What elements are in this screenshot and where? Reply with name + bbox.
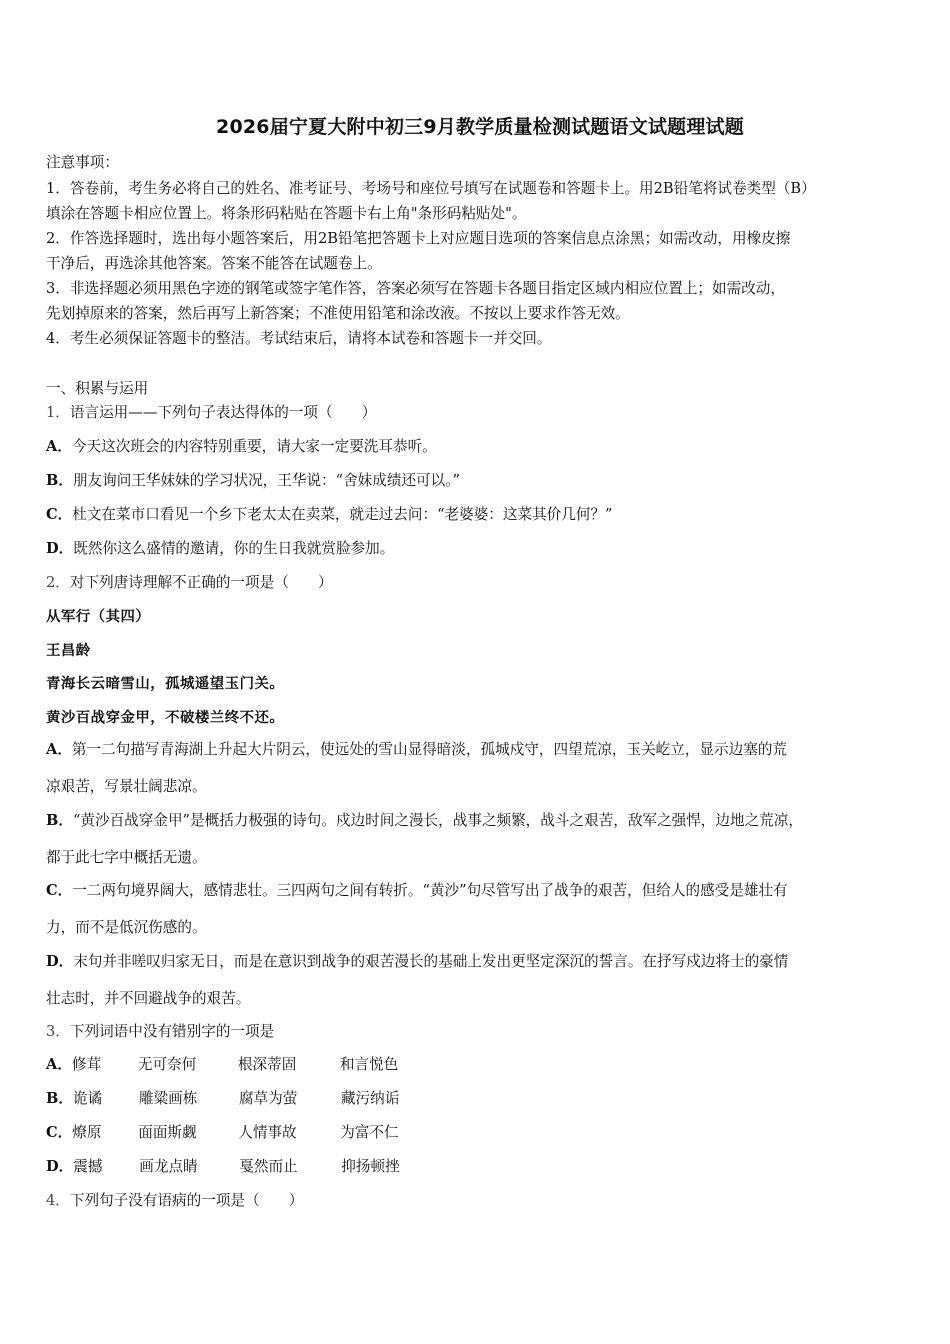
option-text: 既然你这么盛情的邀请，你的生日我就赏脸参加。 xyxy=(73,540,395,557)
question-3-option-b xyxy=(46,1087,399,1108)
option-label: C． xyxy=(46,882,73,899)
question-1-option-b xyxy=(46,469,460,490)
question-text: 对下列唐诗理解不正确的一项是（ ） xyxy=(69,574,333,591)
option-label: C． xyxy=(46,1124,73,1141)
option-label: D． xyxy=(46,540,74,557)
option-word: 为富不仁 xyxy=(340,1124,399,1141)
question-1-option-c xyxy=(46,503,613,524)
option-text: 第一二句描写青海湖上升起大片阴云，使远处的雪山显得暗淡，孤城戍守，四望荒凉，玉关屹立，显示边塞的荒 xyxy=(71,741,788,758)
option-word: 藏污纳诟 xyxy=(340,1090,400,1107)
notice-line: 干净后，再选涂其他答案。答案不能答在试题卷上。 xyxy=(46,255,382,272)
question-2-option-c xyxy=(46,879,788,900)
option-text: 今天这次班会的内容特别重要，请大家一定要洗耳恭听。 xyxy=(71,438,437,455)
question-number: 1． xyxy=(46,404,70,421)
option-text: 朋友询问王华妹妹的学习状况，王华说：“舍妹成绩还可以。” xyxy=(72,472,460,489)
option-label: B． xyxy=(46,472,73,489)
notice-line: 4．考生必须保证答题卡的整洁。考试结束后，请将本试卷和答题卡一并交回。 xyxy=(46,330,552,347)
option-label: D． xyxy=(46,953,74,970)
option-label: D． xyxy=(46,1158,74,1175)
question-number: 4． xyxy=(46,1192,70,1209)
option-continuation: 力，而不是低沉伤感的。 xyxy=(46,919,207,936)
question-1-stem xyxy=(46,401,376,422)
poem-title: 从军行（其四） xyxy=(46,608,151,625)
question-1-option-d xyxy=(46,537,394,558)
option-text: “黄沙百战穿金甲”是概括力极强的诗句。戍边时间之漫长，战事之频繁，战斗之艰苦，敌军之强悍，边地之荒凉， xyxy=(72,812,803,829)
option-word: 根深蒂固 xyxy=(237,1056,297,1073)
option-word: 面面斯觑 xyxy=(138,1124,197,1141)
option-word: 诡谲 xyxy=(72,1090,103,1107)
option-word: 无可奈何 xyxy=(137,1056,197,1073)
option-word: 戛然而止 xyxy=(239,1158,298,1175)
option-word: 和言悦色 xyxy=(339,1056,399,1073)
option-word: 修茸 xyxy=(71,1056,102,1073)
notice-line: 先划掉原来的答案，然后再写上新答案；不准使用铅笔和涂改液。不按以上要求作答无效。 xyxy=(46,305,630,322)
option-text: 杜文在菜市口看见一个乡下老太太在卖菜，就走过去问：“老婆婆：这菜其价几何？” xyxy=(72,506,613,523)
question-2-option-b xyxy=(46,809,803,830)
option-text: 一二两句境界阔大，感情悲壮。三四两句之间有转折。“黄沙”句尽管写出了战争的艰苦，但给人的感受是雄壮有 xyxy=(72,882,788,899)
notice-line: 填涂在答题卡相应位置上。将条形码粘贴在答题卡右上角"条形码粘贴处"。 xyxy=(46,205,527,222)
option-word: 燎原 xyxy=(72,1124,102,1141)
option-label: C． xyxy=(46,506,73,523)
question-number: 3． xyxy=(46,1023,70,1040)
option-text: 末句并非嗟叹归家无日，而是在意识到战争的艰苦漫长的基础上发出更坚定深沉的誓言。在抒写戍边将士的豪情 xyxy=(73,953,789,970)
question-2-stem xyxy=(46,571,333,592)
question-2-option-d xyxy=(46,950,788,971)
option-label: A． xyxy=(46,1056,72,1073)
option-label: A． xyxy=(46,741,72,758)
option-word: 抑扬顿挫 xyxy=(341,1158,400,1175)
option-continuation: 凉艰苦，写景壮阔悲凉。 xyxy=(46,778,207,795)
option-label: A． xyxy=(46,438,72,455)
notice-line: 1．答卷前，考生务必将自己的姓名、准考证号、考场号和座位号填写在试题卷和答题卡上。用2B铅笔将试卷类型（B） xyxy=(46,180,816,197)
page-title: 2026届宁夏大附中初三9月教学质量检测试题语文试题理试题 xyxy=(216,116,744,138)
poem-line: 黄沙百战穿金甲，不破楼兰终不还。 xyxy=(46,709,285,726)
question-text: 语言运用——下列句子表达得体的一项（ ） xyxy=(69,404,377,421)
option-continuation: 壮志时，并不回避战争的艰苦。 xyxy=(46,990,251,1007)
option-word: 人情事故 xyxy=(238,1124,297,1141)
poem-author: 王昌龄 xyxy=(46,642,91,659)
option-word: 震撼 xyxy=(73,1158,103,1175)
question-3-option-c xyxy=(46,1121,399,1142)
question-text: 下列句子没有语病的一项是（ ） xyxy=(69,1192,304,1209)
question-3-stem xyxy=(46,1020,274,1041)
question-number: 2． xyxy=(46,574,70,591)
option-word: 腐草为萤 xyxy=(238,1090,298,1107)
notice-line: 3．非选择题必须用黑色字迹的钢笔或签字笔作答，答案必须写在答题卡各题目指定区域内相应位置上；如需改动， xyxy=(46,280,785,297)
question-4-stem xyxy=(46,1189,303,1210)
notice-heading: 注意事项： xyxy=(46,154,119,171)
question-text: 下列词语中没有错别字的一项是 xyxy=(69,1023,275,1040)
question-3-option-a xyxy=(46,1053,398,1074)
question-2-option-a xyxy=(46,738,787,759)
option-label: B． xyxy=(46,1090,73,1107)
option-word: 雕粱画栋 xyxy=(138,1090,198,1107)
option-label: B． xyxy=(46,812,73,829)
section-heading: 一、积累与运用 xyxy=(46,380,149,397)
question-1-option-a xyxy=(46,435,437,456)
question-3-option-d xyxy=(46,1155,400,1176)
poem-line: 青海长云暗雪山，孤城遥望玉门关。 xyxy=(46,675,285,692)
option-word: 画龙点睛 xyxy=(139,1158,198,1175)
option-continuation: 都于此七字中概括无遗。 xyxy=(46,849,207,866)
notice-line: 2．作答选择题时，选出每小题答案后，用2B铅笔把答题卡上对应题目选项的答案信息点涂黑；如需改动，用橡皮擦 xyxy=(46,230,791,247)
